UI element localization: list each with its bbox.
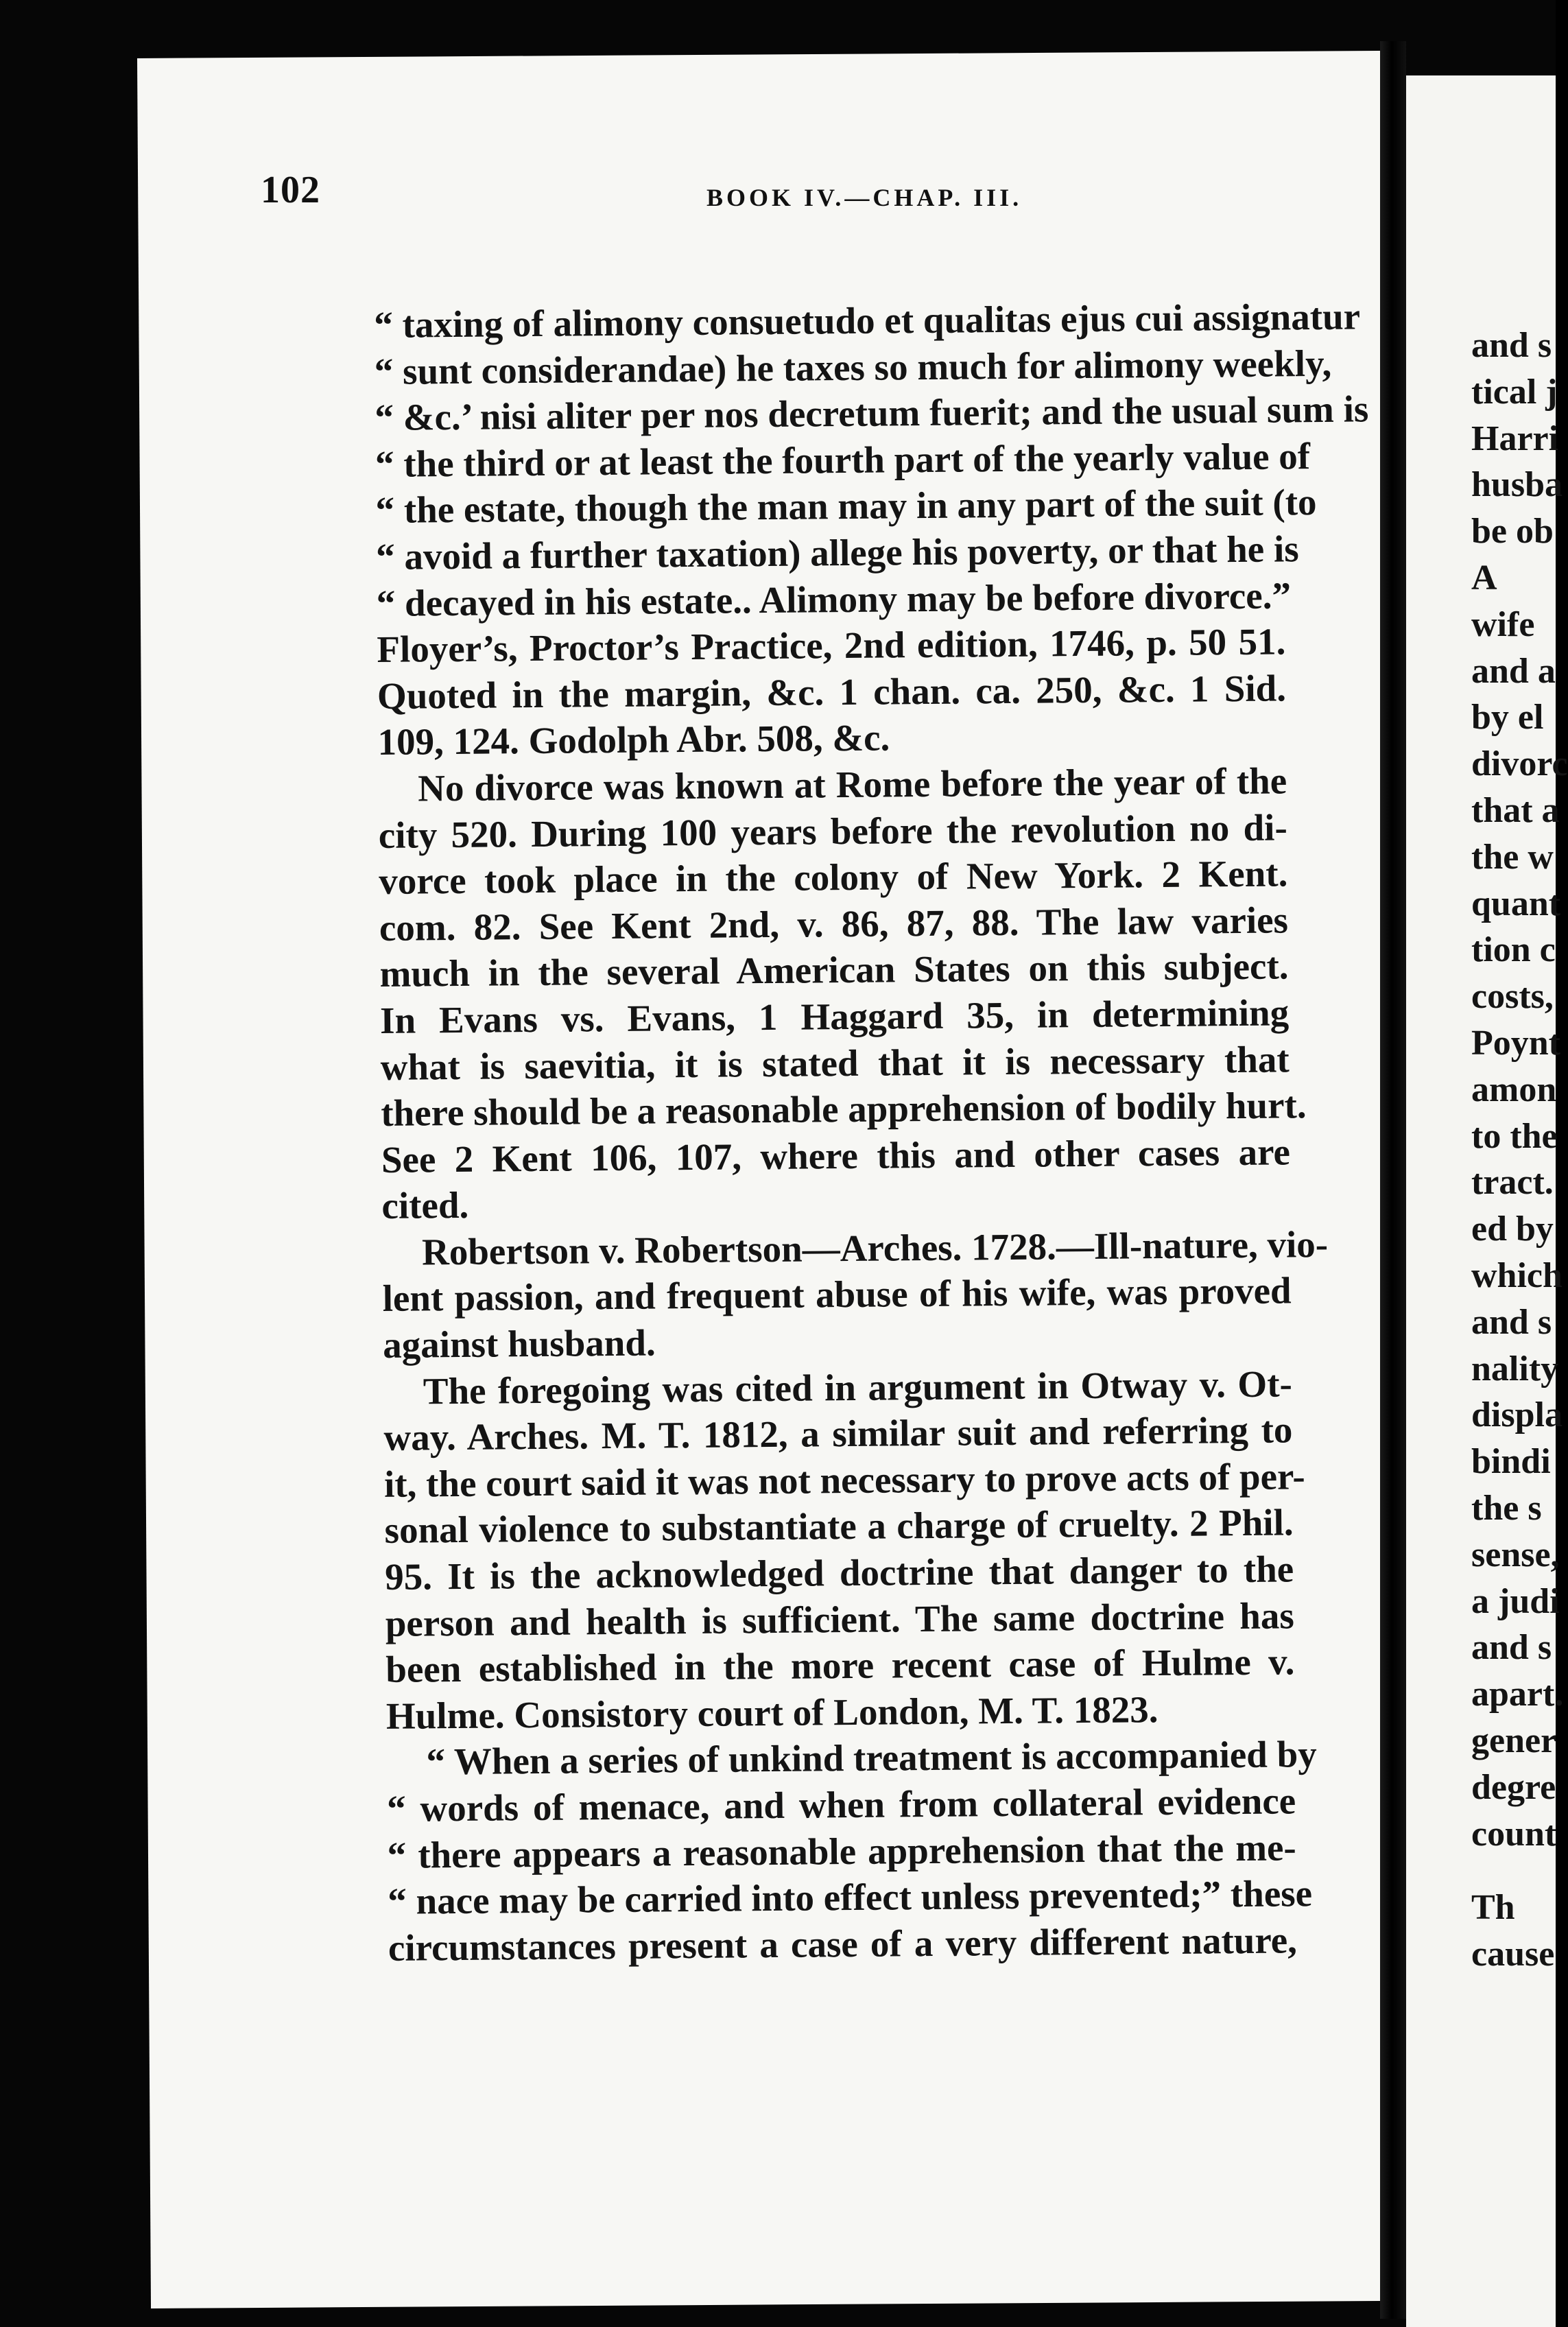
body-line: vorce took place in the colony of New York. 2 Kent.: [379, 852, 1288, 903]
body-line: circumstances present a case of a very different nature,: [388, 1919, 1298, 1969]
body-line: “ When a series of unkind treatment is accompanied by: [426, 1733, 1317, 1783]
facing-line-fragment: and s: [1471, 1628, 1552, 1668]
body-line: what is saevitia, it is stated that it is necessary that: [380, 1037, 1290, 1088]
body-line: “ decayed in his estate.. Alimony may be before divorce.”: [376, 574, 1292, 624]
facing-line-fragment: and a: [1471, 651, 1556, 691]
body-line: “ taxing of alimony consuetudo et qualitas ejus cui assignatur: [374, 295, 1361, 346]
facing-line-fragment: nality: [1471, 1349, 1559, 1389]
body-line: “ the third or at least the fourth part of the yearly value of: [375, 434, 1311, 485]
facing-page-text: [1471, 322, 1567, 1978]
body-line: “ the estate, though the man may in any part of the suit (to: [375, 481, 1317, 532]
body-line: against husband.: [383, 1321, 656, 1367]
facing-line-fragment: count: [1471, 1814, 1557, 1854]
facing-line-fragment: wife: [1471, 604, 1535, 644]
body-line: 109, 124. Godolph Abr. 508, &c.: [377, 716, 890, 764]
facing-line-fragment: apart.: [1471, 1675, 1564, 1714]
facing-line-fragment: the w: [1471, 837, 1554, 877]
body-line: “ sunt considerandae) he taxes so much for alimony weekly,: [374, 342, 1332, 392]
facing-line-fragment: Poynt: [1471, 1023, 1560, 1063]
facing-line-fragment: the s: [1471, 1488, 1542, 1528]
body-line: See 2 Kent 106, 107, where this and other cases are: [381, 1131, 1291, 1181]
page-header: [261, 168, 1303, 244]
facing-line-fragment: costs,: [1471, 977, 1554, 1017]
facing-line-fragment: cause: [1471, 1935, 1555, 1974]
facing-line-fragment: and s: [1471, 326, 1552, 365]
body-line: way. Arches. M. T. 1812, a similar suit and referring to: [383, 1408, 1293, 1459]
body-line: No divorce was known at Rome before the year of the: [417, 759, 1287, 810]
body-line: 95. It is the acknowledged doctrine that danger to the: [384, 1548, 1294, 1598]
body-line: “ &c.’ nisi aliter per nos decretum fuerit; and the usual sum is: [375, 388, 1369, 439]
body-text: [374, 294, 1369, 1971]
body-line: “ avoid a further taxation) allege his poverty, or that he is: [375, 528, 1299, 578]
body-line: “ nace may be carried into effect unless prevented;” these: [388, 1872, 1313, 1923]
facing-line-fragment: to the: [1471, 1116, 1558, 1156]
body-line: Hulme. Consistory court of London, M. T. 1823.: [385, 1688, 1159, 1737]
facing-line-fragment: sense,: [1471, 1535, 1560, 1574]
facing-line-fragment: gener: [1471, 1721, 1557, 1760]
facing-line-fragment: ed by: [1471, 1209, 1554, 1249]
body-line: In Evans vs. Evans, 1 Haggard 35, in determining: [379, 991, 1290, 1041]
body-line: city 520. During 100 years before the revolution no di-: [378, 805, 1287, 856]
facing-line-fragment: and s: [1471, 1302, 1552, 1342]
body-line: com. 82. See Kent 2nd, v. 86, 87, 88. The law varies: [379, 899, 1289, 949]
facing-line-fragment: tion c: [1471, 930, 1556, 970]
facing-line-fragment: degre: [1471, 1767, 1556, 1807]
facing-line-fragment: husba: [1471, 465, 1563, 505]
page-number: 102: [261, 169, 320, 211]
facing-line-fragment: divorc: [1471, 744, 1568, 784]
facing-line-fragment: Harri: [1471, 418, 1559, 458]
body-line: there should be a reasonable apprehension of bodily hurt.: [381, 1084, 1307, 1135]
facing-line-fragment: which: [1471, 1255, 1563, 1295]
facing-line-fragment: tract.: [1471, 1163, 1554, 1203]
facing-line-fragment: that a: [1471, 790, 1560, 830]
facing-line-fragment: by el: [1471, 698, 1544, 737]
facing-line-fragment: A: [1471, 558, 1497, 598]
facing-line-fragment: Th: [1471, 1888, 1515, 1928]
facing-line-fragment: be ob: [1471, 512, 1554, 552]
body-line: person and health is sufficient. The same doctrine has: [385, 1594, 1295, 1644]
body-line: “ words of menace, and when from collateral evidence: [386, 1780, 1296, 1830]
body-line: sonal violence to substantiate a charge of cruelty. 2 Phil.: [384, 1501, 1294, 1552]
facing-line-fragment: a judi: [1471, 1581, 1560, 1621]
facing-line-fragment: displa: [1471, 1395, 1563, 1435]
body-line: Robertson v. Robertson—Arches. 1728.—Ill-nature, vio-: [421, 1222, 1329, 1273]
facing-line-fragment: quant: [1471, 884, 1561, 923]
running-head: BOOK IV.—CHAP. III.: [706, 184, 1023, 211]
body-line: “ there appears a reasonable apprehension that the me-: [387, 1826, 1296, 1876]
facing-line-fragment: amon: [1471, 1070, 1557, 1109]
body-line: it, the court said it was not necessary to prove acts of per-: [383, 1455, 1305, 1505]
facing-line-fragment: bindi: [1471, 1442, 1551, 1482]
body-line: cited.: [381, 1184, 469, 1227]
facing-line-fragment: tical j: [1471, 372, 1558, 412]
book-gutter: [1380, 41, 1406, 2319]
body-line: Quoted in the margin, &c. 1 chan. ca. 250, &c. 1 Sid.: [377, 667, 1287, 717]
body-line: Floyer’s, Proctor’s Practice, 2nd edition, 1746, p. 50 51.: [377, 620, 1286, 671]
body-line: much in the several American States on this subject.: [379, 945, 1289, 995]
body-line: lent passion, and frequent abuse of his wife, was proved: [382, 1269, 1292, 1320]
body-line: The foregoing was cited in argument in Otway v. Ot-: [423, 1362, 1293, 1413]
body-line: been established in the more recent case of Hulme v.: [385, 1640, 1295, 1691]
